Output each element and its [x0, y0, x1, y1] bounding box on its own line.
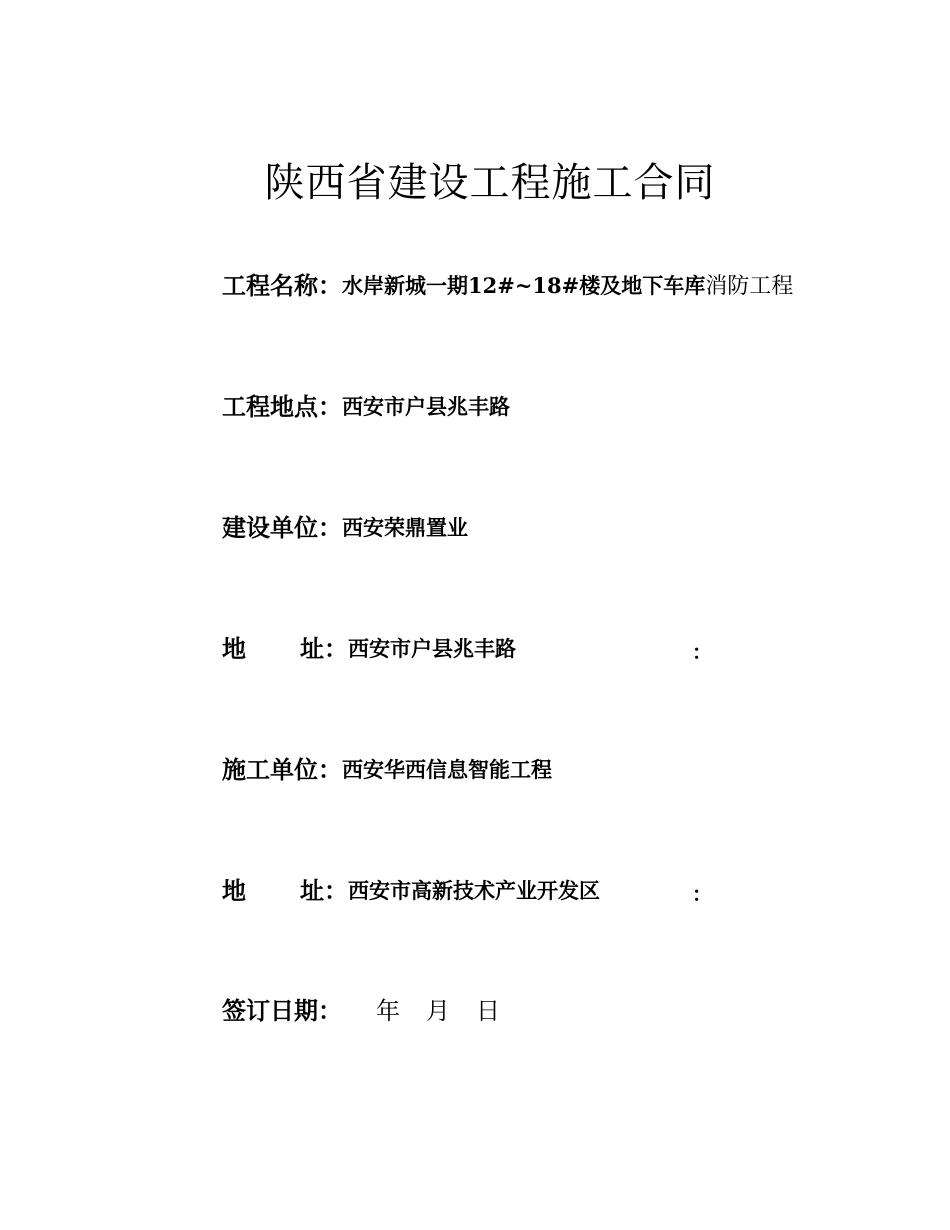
client-label: 建设单位	[222, 514, 318, 542]
signing-date-row	[222, 996, 500, 1026]
project-location-colon: ：	[318, 393, 342, 421]
client-value: 西安荣鼎置业	[342, 515, 468, 540]
contractor-address-trailing-colon: ：	[692, 882, 712, 906]
client-colon: ：	[318, 514, 342, 542]
project-name-colon: ：	[318, 272, 342, 300]
contractor-value: 西安华西信息智能工程	[342, 757, 552, 782]
client-address-row	[222, 634, 516, 664]
signing-date-month: 月	[426, 997, 450, 1025]
client-address-value: 西安市户县兆丰路	[348, 636, 516, 661]
project-name-label: 工程名称	[222, 272, 318, 300]
project-name-value	[342, 271, 793, 302]
project-name-value-main: 水岸新城一期12#~18#楼及地下车库	[342, 273, 706, 298]
contractor-address-row	[222, 876, 600, 906]
project-location-label: 工程地点	[222, 393, 318, 421]
client-address-trailing-colon: ：	[692, 640, 712, 664]
client-address-label: 地址	[222, 635, 324, 663]
contractor-label: 施工单位	[222, 756, 318, 784]
project-name-value-tail: 消防工程	[705, 274, 794, 299]
signing-date-day: 日	[476, 997, 500, 1025]
project-name-row	[222, 271, 793, 301]
document-title: 陕西省建设工程施工合同	[264, 160, 716, 206]
client-row	[222, 513, 468, 543]
signing-date-year: 年	[376, 997, 400, 1025]
client-address-colon: ：	[324, 635, 348, 663]
signing-date-colon: ：	[318, 997, 342, 1025]
signing-date-label: 签订日期	[222, 997, 318, 1025]
contractor-row	[222, 755, 552, 785]
contractor-colon: ：	[318, 756, 342, 784]
contractor-address-colon: ：	[324, 877, 348, 905]
contractor-address-value: 西安市高新技术产业开发区	[348, 878, 600, 903]
contractor-address-label: 地址	[222, 877, 324, 905]
project-location-row	[222, 392, 510, 422]
project-location-value: 西安市户县兆丰路	[342, 394, 510, 419]
